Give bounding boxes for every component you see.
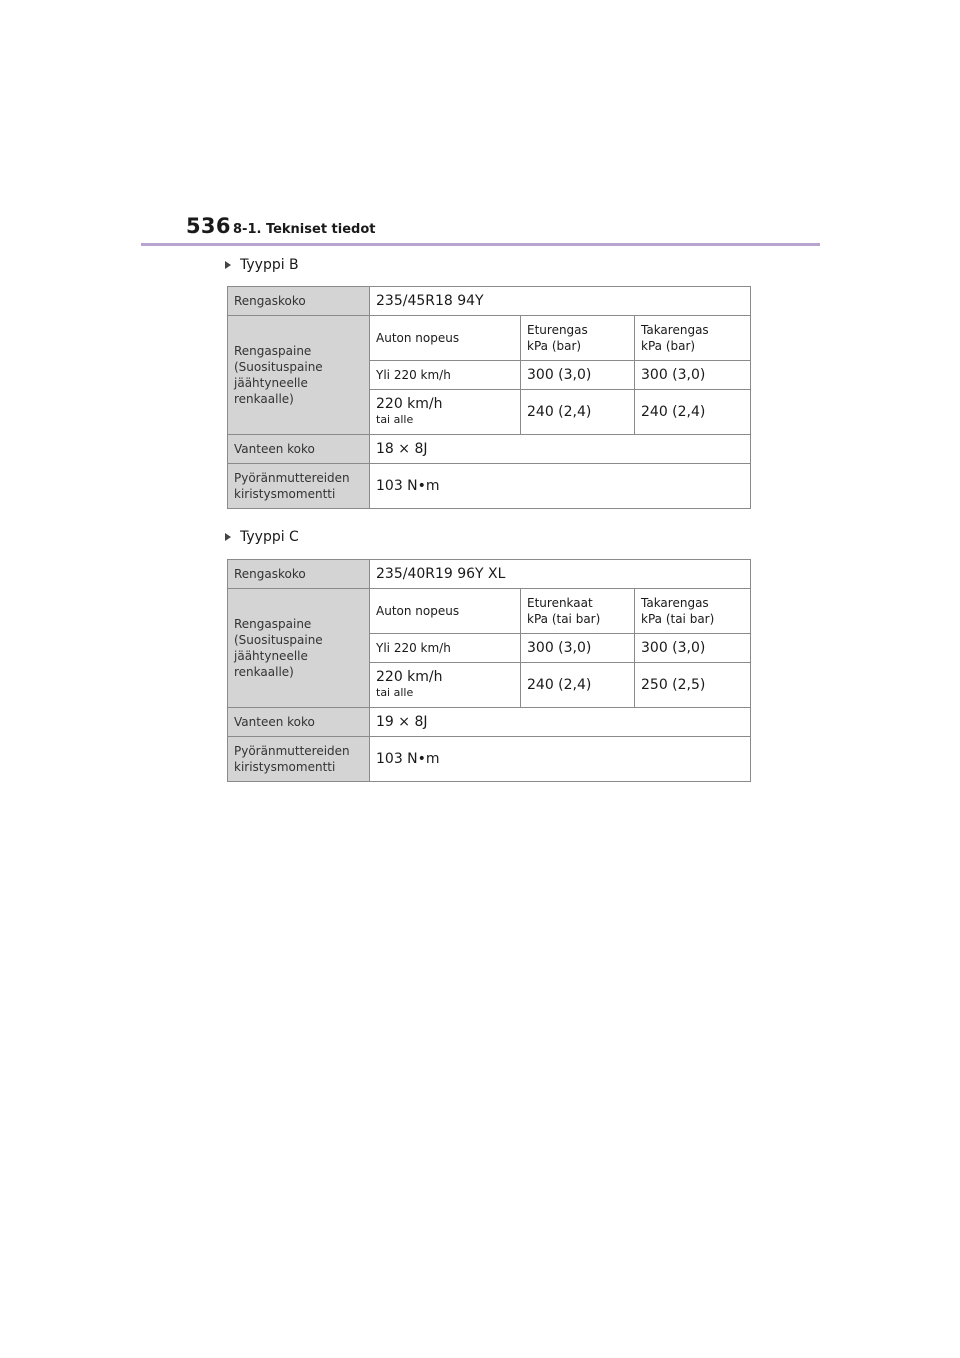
row1-front: 300 (3,0) — [521, 361, 635, 390]
row2-speed-line1: 220 km/h — [376, 669, 443, 685]
tire-size-label: Rengaskoko — [228, 287, 370, 316]
type-b-table — [227, 286, 751, 509]
row2-front: 240 (2,4) — [521, 390, 635, 435]
section-title: 8-1. Tekniset tiedot — [233, 222, 376, 237]
table-row — [228, 708, 751, 737]
col-front-header: Eturengas kPa (bar) — [521, 316, 635, 361]
type-c-table — [227, 559, 751, 782]
row1-rear: 300 (3,0) — [635, 361, 751, 390]
rim-size-label: Vanteen koko — [228, 435, 370, 464]
type-b-heading — [225, 257, 299, 273]
torque-value: 103 N•m — [370, 464, 751, 509]
row2-speed-line1: 220 km/h — [376, 396, 443, 412]
type-c-heading — [225, 529, 299, 545]
row2-speed-line2: tai alle — [376, 413, 414, 426]
row2-rear: 250 (2,5) — [635, 663, 751, 708]
table-row — [228, 737, 751, 782]
row2-front: 240 (2,4) — [521, 663, 635, 708]
bullet-triangle-icon — [225, 261, 231, 269]
col-front-header: Eturenkaat kPa (tai bar) — [521, 589, 635, 634]
row1-speed: Yli 220 km/h — [370, 634, 521, 663]
torque-label: Pyöränmuttereiden kiristysmomentti — [228, 737, 370, 782]
row1-rear: 300 (3,0) — [635, 634, 751, 663]
table-row — [228, 316, 751, 361]
row1-speed: Yli 220 km/h — [370, 361, 521, 390]
row2-rear: 240 (2,4) — [635, 390, 751, 435]
col-speed-header: Auton nopeus — [370, 589, 521, 634]
row1-front: 300 (3,0) — [521, 634, 635, 663]
pressure-label: Rengaspaine (Suosituspaine jäähtyneelle renkaalle) — [228, 316, 370, 435]
table-row — [228, 464, 751, 509]
torque-label: Pyöränmuttereiden kiristysmomentti — [228, 464, 370, 509]
table-row — [228, 287, 751, 316]
tire-size-value: 235/45R18 94Y — [370, 287, 751, 316]
pressure-label: Rengaspaine (Suosituspaine jäähtyneelle renkaalle) — [228, 589, 370, 708]
table-row — [228, 589, 751, 634]
rim-size-value: 18 × 8J — [370, 435, 751, 464]
tire-size-value: 235/40R19 96Y XL — [370, 560, 751, 589]
type-b-heading-text: Tyyppi B — [240, 257, 299, 273]
page-number: 536 — [186, 214, 231, 238]
rim-size-value: 19 × 8J — [370, 708, 751, 737]
row2-speed — [370, 390, 521, 435]
type-c-heading-text: Tyyppi C — [240, 529, 299, 545]
row2-speed-line2: tai alle — [376, 686, 414, 699]
bullet-triangle-icon — [225, 533, 231, 541]
table-row — [228, 560, 751, 589]
rim-size-label: Vanteen koko — [228, 708, 370, 737]
row2-speed — [370, 663, 521, 708]
col-rear-header: Takarengas kPa (tai bar) — [635, 589, 751, 634]
header-rule — [141, 243, 820, 246]
col-rear-header: Takarengas kPa (bar) — [635, 316, 751, 361]
torque-value: 103 N•m — [370, 737, 751, 782]
col-speed-header: Auton nopeus — [370, 316, 521, 361]
tire-size-label: Rengaskoko — [228, 560, 370, 589]
table-row — [228, 435, 751, 464]
